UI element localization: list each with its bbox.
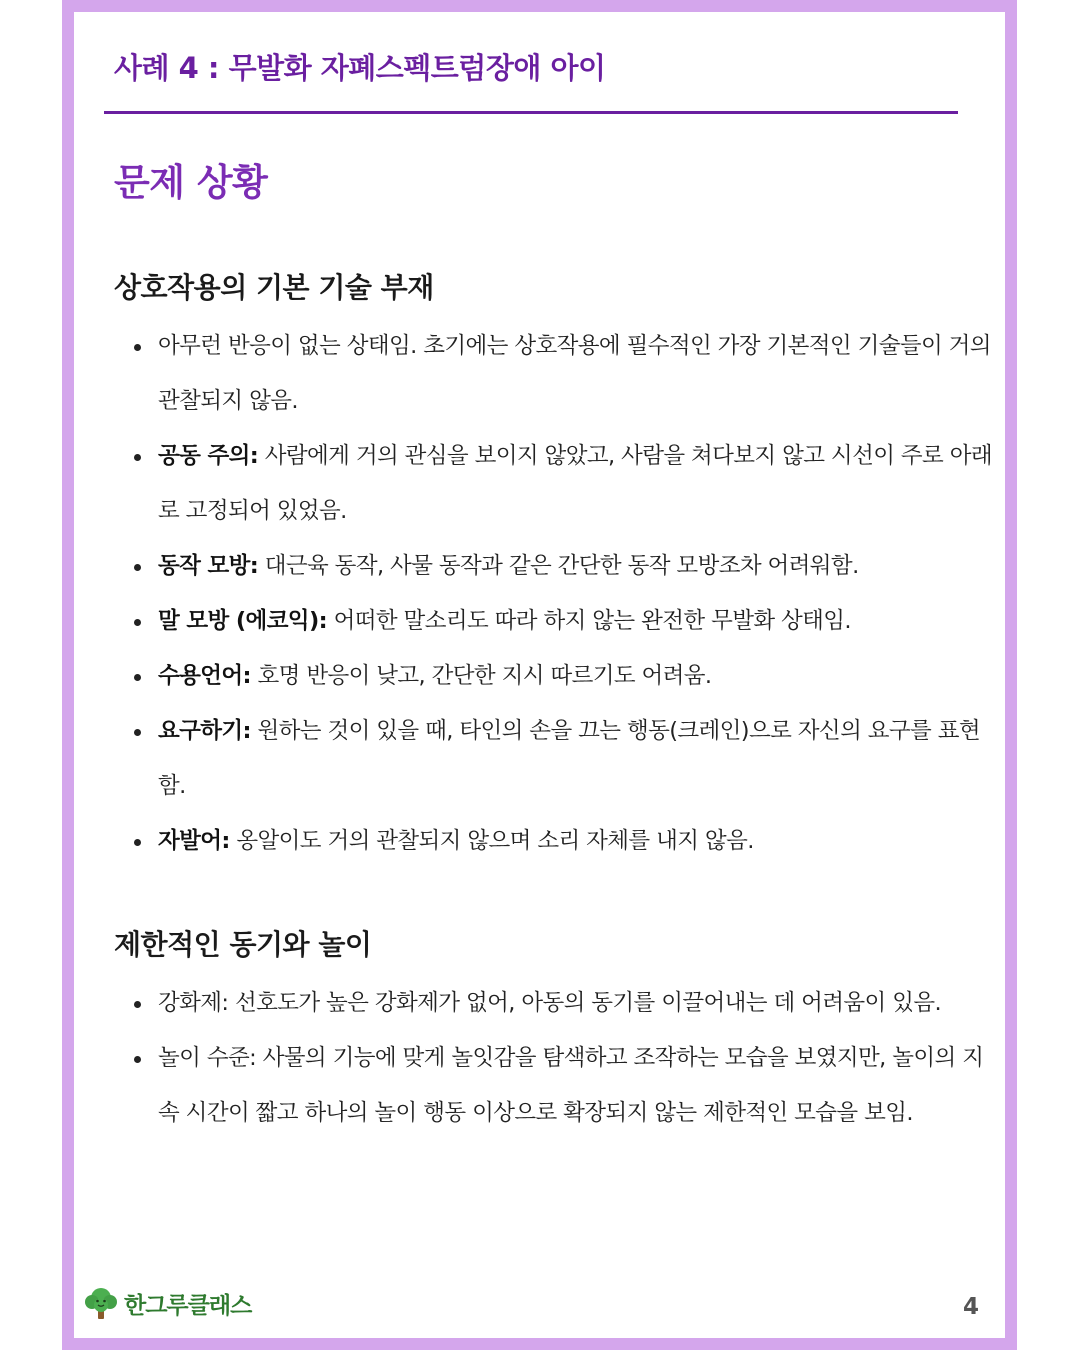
page-number: 4	[962, 1294, 979, 1320]
item-text: 원하는 것이 있을 때, 타인의 손을 끄는 행동(크레인)으로 자신의 요구를 표현함.	[158, 718, 980, 799]
motivation-play-list	[114, 976, 994, 1141]
list-item	[114, 429, 994, 539]
brand-name: 한그루클래스	[124, 1292, 252, 1319]
subheading-interaction-skills: 상호작용의 기본 기술 부재	[114, 271, 434, 304]
list-item	[114, 649, 994, 704]
item-text: 대근육 동작, 사물 동작과 같은 간단한 동작 모방조차 어려워함.	[258, 553, 859, 579]
brand-logo	[82, 1284, 251, 1322]
case-title: 사례 4 : 무발화 자폐스펙트럼장애 아이	[114, 51, 606, 85]
list-item	[114, 539, 994, 594]
tree-icon	[82, 1284, 120, 1322]
item-label: 동작 모방:	[158, 553, 259, 579]
list-item	[114, 1031, 994, 1141]
item-label: 자발어:	[158, 828, 230, 854]
list-item	[114, 976, 994, 1031]
item-text: 아무런 반응이 없는 상태임. 초기에는 상호작용에 필수적인 가장 기본적인 기술들이 거의 관찰되지 않음.	[158, 333, 991, 414]
list-item	[114, 594, 994, 649]
item-text: 옹알이도 거의 관찰되지 않으며 소리 자체를 내지 않음.	[229, 828, 754, 854]
item-text: 사람에게 거의 관심을 보이지 않았고, 사람을 쳐다보지 않고 시선이 주로 아래로 고정되어 있었음.	[158, 443, 992, 524]
item-label: 공동 주의:	[158, 443, 259, 469]
list-item	[114, 704, 994, 814]
item-label: 말 모방 (에코익):	[158, 608, 328, 634]
interaction-skills-list	[114, 319, 994, 869]
item-text: 호명 반응이 낮고, 간단한 지시 따르기도 어려움.	[250, 663, 712, 689]
list-item	[114, 319, 994, 429]
item-text: 놀이 수준: 사물의 기능에 맞게 놀잇감을 탐색하고 조작하는 모습을 보였지만, 놀이의 지속 시간이 짧고 하나의 놀이 행동 이상으로 확장되지 않는 제한적인 모습을 보임.	[158, 1045, 984, 1126]
section-title: 문제 상황	[114, 161, 268, 204]
item-text: 강화제: 선호도가 높은 강화제가 없어, 아동의 동기를 이끌어내는 데 어려움이 있음.	[158, 990, 942, 1016]
title-divider	[104, 111, 958, 114]
item-label: 요구하기:	[158, 718, 251, 744]
item-text: 어떠한 말소리도 따라 하지 않는 완전한 무발화 상태임.	[327, 608, 851, 634]
list-item	[114, 814, 994, 869]
item-label: 수용언어:	[158, 663, 251, 689]
subheading-motivation-play: 제한적인 동기와 놀이	[114, 928, 372, 961]
